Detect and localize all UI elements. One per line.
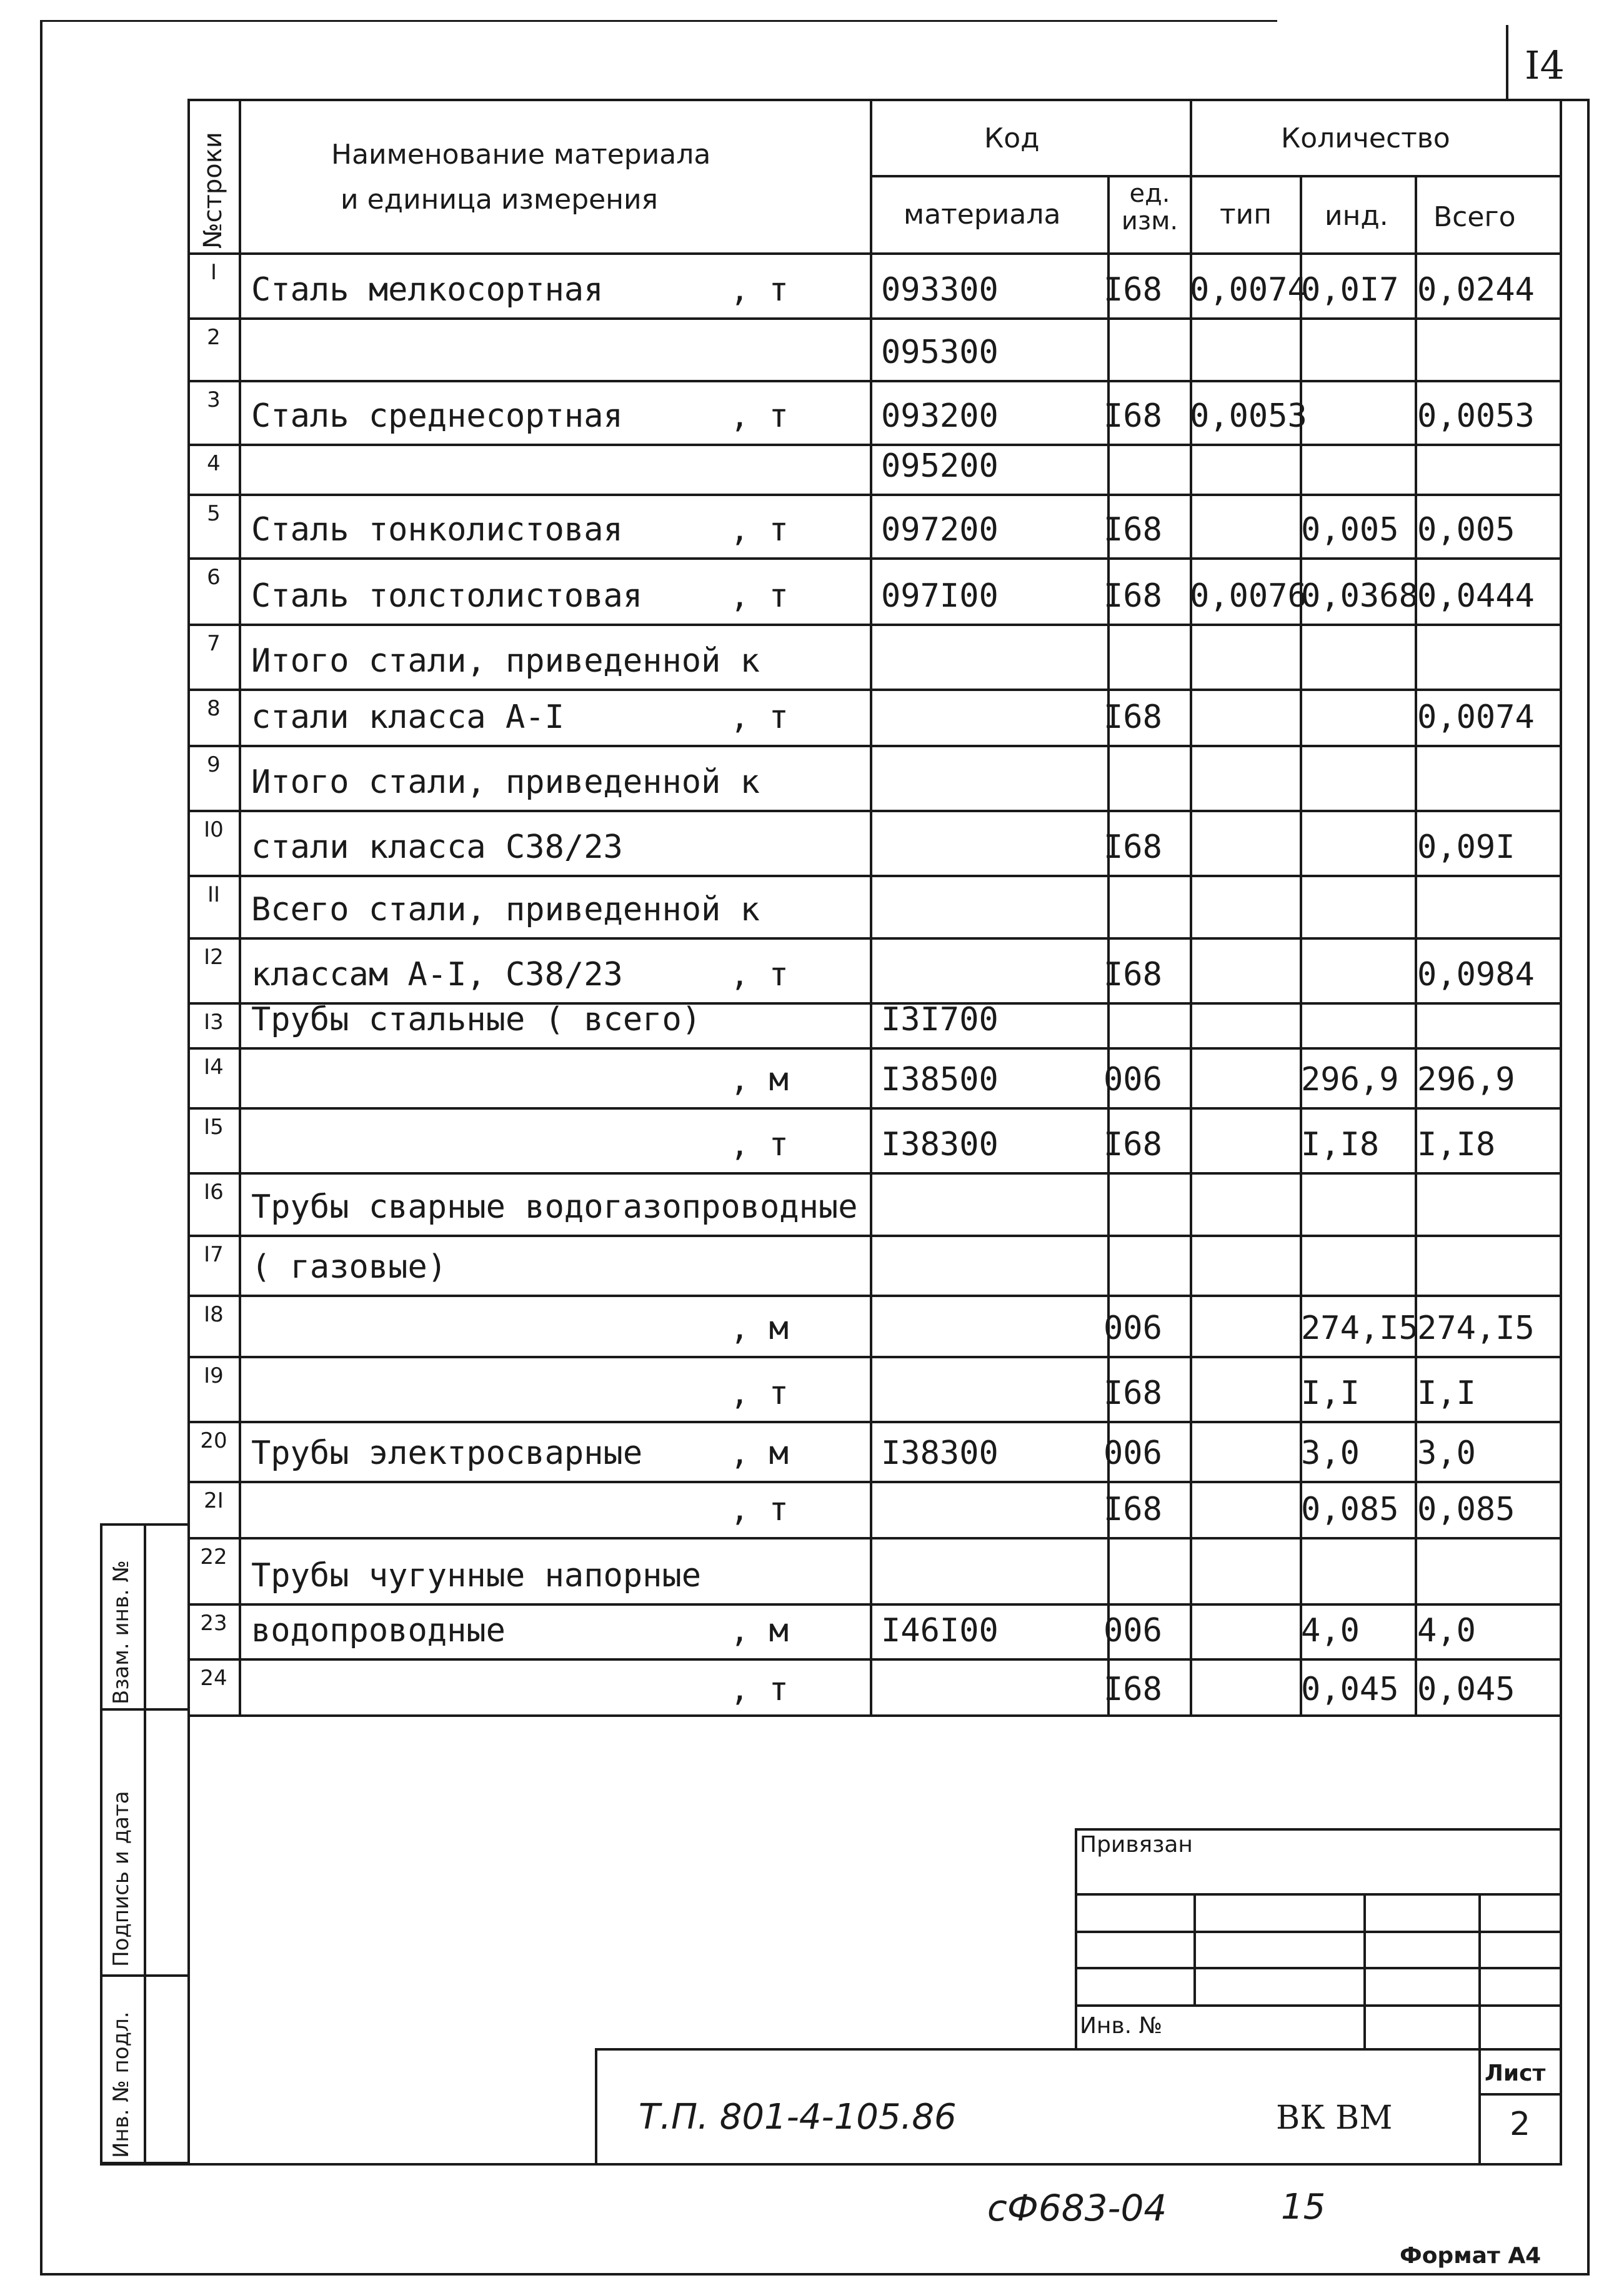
row-separator xyxy=(187,1658,1562,1661)
row-number: 5 xyxy=(207,501,221,526)
row-unit-suffix: , т xyxy=(730,397,789,435)
row-unit-suffix: , т xyxy=(730,1671,789,1708)
stamp-privyazan: Привязан xyxy=(1080,1832,1193,1858)
row-name: ( газовые) xyxy=(251,1248,447,1286)
row-name: стали класса С38/23 xyxy=(251,828,623,866)
row-qty-total: 0,0074 xyxy=(1417,699,1535,736)
lower-left-line xyxy=(187,1717,190,2164)
row-unit-code: I68 xyxy=(1103,577,1162,615)
row-qty-ind: 274,I5 xyxy=(1301,1310,1418,1347)
stamp-list-label: Лист xyxy=(1485,2061,1546,2086)
row-unit-suffix: , т xyxy=(730,577,789,615)
row-unit-code: I68 xyxy=(1103,1126,1162,1163)
row-unit-suffix: , т xyxy=(730,956,789,993)
header-tip: тип xyxy=(1220,199,1272,231)
row-separator xyxy=(187,745,1562,747)
row-separator xyxy=(187,689,1562,691)
row-name: Сталь среднесортная xyxy=(251,397,623,435)
row-unit-code: I68 xyxy=(1103,511,1162,549)
row-material-code: 095300 xyxy=(881,334,999,371)
row-separator xyxy=(187,1481,1562,1483)
row-number: I7 xyxy=(204,1242,224,1267)
row-name: Итого стали, приведенной к xyxy=(251,763,760,801)
col-line-unit xyxy=(1190,99,1192,1717)
row-qty-ind: 0,0368 xyxy=(1301,577,1418,615)
row-qty-total: 296,9 xyxy=(1417,1061,1515,1098)
row-number: I5 xyxy=(204,1115,224,1140)
row-number: I2 xyxy=(204,945,224,970)
row-number: 3 xyxy=(207,387,221,412)
row-number: 9 xyxy=(207,752,221,777)
row-name: стали класса А-I xyxy=(251,699,564,736)
row-name: Трубы стальные ( всего) xyxy=(251,1001,702,1038)
right-border xyxy=(1587,100,1590,2276)
row-unit-suffix: , м xyxy=(730,1310,789,1347)
row-separator xyxy=(187,810,1562,812)
header-material: материала xyxy=(904,199,1061,231)
row-separator xyxy=(187,444,1562,446)
row-unit-code: I68 xyxy=(1103,271,1162,309)
row-number: 8 xyxy=(207,696,221,721)
row-number: 4 xyxy=(207,451,221,476)
row-qty-ind: 4,0 xyxy=(1301,1612,1360,1649)
row-unit-code: I68 xyxy=(1103,699,1162,736)
header-bottom xyxy=(187,252,1562,255)
row-number: 6 xyxy=(207,565,221,590)
row-qty-total: 4,0 xyxy=(1417,1612,1476,1649)
side-strip-divider xyxy=(144,1523,146,2164)
header-unit-line2: изм. xyxy=(1121,207,1178,236)
row-number: I6 xyxy=(204,1180,224,1205)
row-number: 2 xyxy=(207,325,221,350)
row-number: I0 xyxy=(204,817,224,842)
row-unit-code: 006 xyxy=(1103,1435,1162,1472)
row-separator xyxy=(187,1235,1562,1237)
row-qty-tip: 0,0053 xyxy=(1190,397,1307,435)
row-separator xyxy=(187,380,1562,382)
row-unit-code: I68 xyxy=(1103,1671,1162,1708)
row-separator xyxy=(187,1603,1562,1606)
row-unit-code: 006 xyxy=(1103,1061,1162,1098)
row-unit-suffix: , м xyxy=(730,1061,789,1098)
header-ind: инд. xyxy=(1325,200,1388,232)
row-separator xyxy=(187,875,1562,877)
row-number: 23 xyxy=(200,1611,227,1636)
row-qty-ind: 0,0I7 xyxy=(1301,271,1399,309)
row-qty-ind: 0,045 xyxy=(1301,1671,1399,1708)
row-qty-total: 0,045 xyxy=(1417,1671,1515,1708)
header-name-line1: Наименование материала xyxy=(331,139,711,171)
format-label: Формат А4 xyxy=(1400,2243,1542,2269)
row-qty-total: 0,005 xyxy=(1417,511,1515,549)
row-unit-suffix: , м xyxy=(730,1612,789,1649)
side-strip-sep2 xyxy=(100,1974,190,1977)
row-material-code: I38300 xyxy=(881,1435,999,1472)
stamp-doc-code: Т.П. 801-4-105.86 xyxy=(639,2097,957,2137)
row-number: I xyxy=(210,260,217,285)
row-number: I9 xyxy=(204,1363,224,1388)
row-qty-total: 0,0984 xyxy=(1417,956,1535,993)
row-qty-ind: 0,085 xyxy=(1301,1491,1399,1528)
side-strip xyxy=(100,1523,187,2164)
row-material-code: 097I00 xyxy=(881,577,999,615)
row-qty-tip: 0,0074 xyxy=(1190,271,1307,309)
row-name: Сталь толстолистовая xyxy=(251,577,643,615)
row-separator xyxy=(187,1172,1562,1175)
header-name-line2: и единица измерения xyxy=(341,184,659,216)
row-name: Трубы электросварные xyxy=(251,1435,643,1472)
stamp-section: ВК ВМ xyxy=(1276,2099,1393,2137)
row-name: Сталь тонколистовая xyxy=(251,511,623,549)
handwritten-num: 15 xyxy=(1281,2187,1326,2227)
corner-divider xyxy=(1506,25,1508,100)
row-unit-code: I68 xyxy=(1103,828,1162,866)
header-subline xyxy=(870,175,1562,177)
row-qty-ind: 296,9 xyxy=(1301,1061,1399,1098)
side-label-inv-podl: Инв. № подл. xyxy=(109,2011,134,2158)
header-total: Всего xyxy=(1433,201,1516,233)
sheet-corner-number: I4 xyxy=(1525,42,1565,88)
row-qty-ind: 0,005 xyxy=(1301,511,1399,549)
row-qty-total: 0,0244 xyxy=(1417,271,1535,309)
row-qty-total: 0,0444 xyxy=(1417,577,1535,615)
row-qty-total: I,I8 xyxy=(1417,1126,1496,1163)
row-separator xyxy=(187,494,1562,496)
row-unit-code: 006 xyxy=(1103,1612,1162,1649)
row-unit-suffix: , т xyxy=(730,699,789,736)
col-line-num xyxy=(239,99,241,1717)
col-line-name xyxy=(870,99,872,1717)
row-separator xyxy=(187,624,1562,626)
row-name: Сталь мелкосортная xyxy=(251,271,604,309)
row-material-code: I46I00 xyxy=(881,1612,999,1649)
row-material-code: 095200 xyxy=(881,447,999,485)
row-unit-suffix: , м xyxy=(730,1435,789,1472)
row-number: 22 xyxy=(200,1544,227,1569)
row-unit-code: I68 xyxy=(1103,1491,1162,1528)
row-unit-suffix: , т xyxy=(730,1126,789,1163)
row-separator xyxy=(187,1537,1562,1539)
row-name: классам А-I, С38/23 xyxy=(251,956,623,993)
row-number: 24 xyxy=(200,1666,227,1691)
stamp-list-no: 2 xyxy=(1510,2106,1531,2143)
row-qty-total: 3,0 xyxy=(1417,1435,1476,1472)
row-unit-code: 006 xyxy=(1103,1310,1162,1347)
row-material-code: I3I700 xyxy=(881,1001,999,1038)
row-name: водопроводные xyxy=(251,1612,506,1649)
row-separator xyxy=(187,1421,1562,1423)
row-separator xyxy=(187,1295,1562,1297)
row-material-code: I38300 xyxy=(881,1126,999,1163)
row-number: 2I xyxy=(204,1488,224,1513)
row-material-code: 093200 xyxy=(881,397,999,435)
row-separator xyxy=(187,317,1562,320)
row-number: I3 xyxy=(204,1010,224,1035)
row-name: Всего стали, приведенной к xyxy=(251,891,760,928)
handwritten-code: сФ683-04 xyxy=(987,2187,1167,2229)
row-name: Трубы сварные водогазопроводные xyxy=(251,1188,858,1226)
row-number: 7 xyxy=(207,631,221,656)
row-unit-code: I68 xyxy=(1103,397,1162,435)
side-label-podpis: Подпись и дата xyxy=(109,1791,134,1967)
row-name: Трубы чугунные напорные xyxy=(251,1557,702,1594)
row-unit-suffix: , т xyxy=(730,511,789,549)
top-border xyxy=(40,20,1277,22)
row-qty-ind: I,I8 xyxy=(1301,1126,1380,1163)
row-qty-tip: 0,0076 xyxy=(1190,577,1307,615)
row-unit-suffix: , т xyxy=(730,1491,789,1528)
row-separator xyxy=(187,1356,1562,1358)
row-separator xyxy=(187,937,1562,940)
row-name: Итого стали, приведенной к xyxy=(251,642,760,680)
row-material-code: 097200 xyxy=(881,511,999,549)
row-qty-total: I,I xyxy=(1417,1375,1476,1412)
row-unit-suffix: , т xyxy=(730,271,789,309)
row-number: II xyxy=(207,882,221,907)
row-separator xyxy=(187,557,1562,560)
stamp-inv-no: Инв. № xyxy=(1080,2013,1163,2039)
row-qty-total: 0,09I xyxy=(1417,828,1515,866)
row-number: 20 xyxy=(200,1428,227,1453)
header-row-no: №строки xyxy=(199,132,227,249)
header-quantity: Количество xyxy=(1281,122,1450,154)
stamp-main xyxy=(595,2048,1562,2166)
row-qty-total: 0,0053 xyxy=(1417,397,1535,435)
row-separator xyxy=(187,1047,1562,1050)
row-unit-code: I68 xyxy=(1103,956,1162,993)
row-qty-ind: 3,0 xyxy=(1301,1435,1360,1472)
header-unit xyxy=(1110,180,1190,235)
row-material-code: I38500 xyxy=(881,1061,999,1098)
row-separator xyxy=(187,1107,1562,1110)
row-qty-total: 0,085 xyxy=(1417,1491,1515,1528)
row-unit-suffix: , т xyxy=(730,1375,789,1412)
header-unit-line1: ед. xyxy=(1129,179,1170,208)
row-qty-total: 274,I5 xyxy=(1417,1310,1535,1347)
row-material-code: 093300 xyxy=(881,271,999,309)
side-strip-sep1 xyxy=(100,1708,190,1711)
row-number: I4 xyxy=(204,1055,224,1080)
row-qty-ind: I,I xyxy=(1301,1375,1360,1412)
row-unit-code: I68 xyxy=(1103,1375,1162,1412)
side-label-vzam: Взам. инв. № xyxy=(109,1560,134,1704)
row-number: I8 xyxy=(204,1302,224,1327)
header-code: Код xyxy=(984,122,1040,154)
